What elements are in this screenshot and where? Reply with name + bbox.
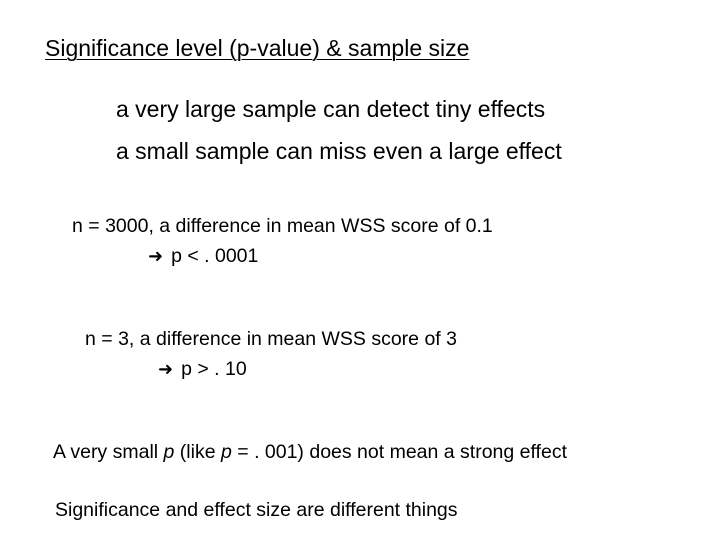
slide-title: Significance level (p-value) & sample size: [45, 35, 470, 61]
example-large-n-result: [148, 247, 258, 267]
example-small-n-result-text: p > . 10: [181, 358, 247, 380]
example-small-n-result: [158, 360, 247, 380]
example-large-n-condition: n = 3000, a difference in mean WSS score of 0.1: [72, 215, 493, 237]
note-p-value-part2: (like: [174, 441, 221, 463]
example-small-n-condition: n = 3, a difference in mean WSS score of 3: [85, 328, 457, 350]
note-p-value-p1: p: [163, 441, 175, 463]
note-significance-vs-effect-size: Significance and effect size are different things: [55, 499, 458, 521]
right-arrow-icon: ➜: [158, 359, 174, 380]
bullet-large-sample: a very large sample can detect tiny effects: [116, 96, 546, 122]
example-large-n-result-text: p < . 0001: [171, 245, 259, 267]
note-p-value: [53, 443, 567, 463]
note-p-value-part1: A very small: [53, 441, 164, 463]
right-arrow-icon: ➜: [148, 246, 164, 267]
note-p-value-p2: p: [220, 441, 232, 463]
bullet-small-sample: a small sample can miss even a large effect: [116, 138, 562, 164]
note-p-value-part3: = . 001) does not mean a strong effect: [231, 441, 567, 463]
